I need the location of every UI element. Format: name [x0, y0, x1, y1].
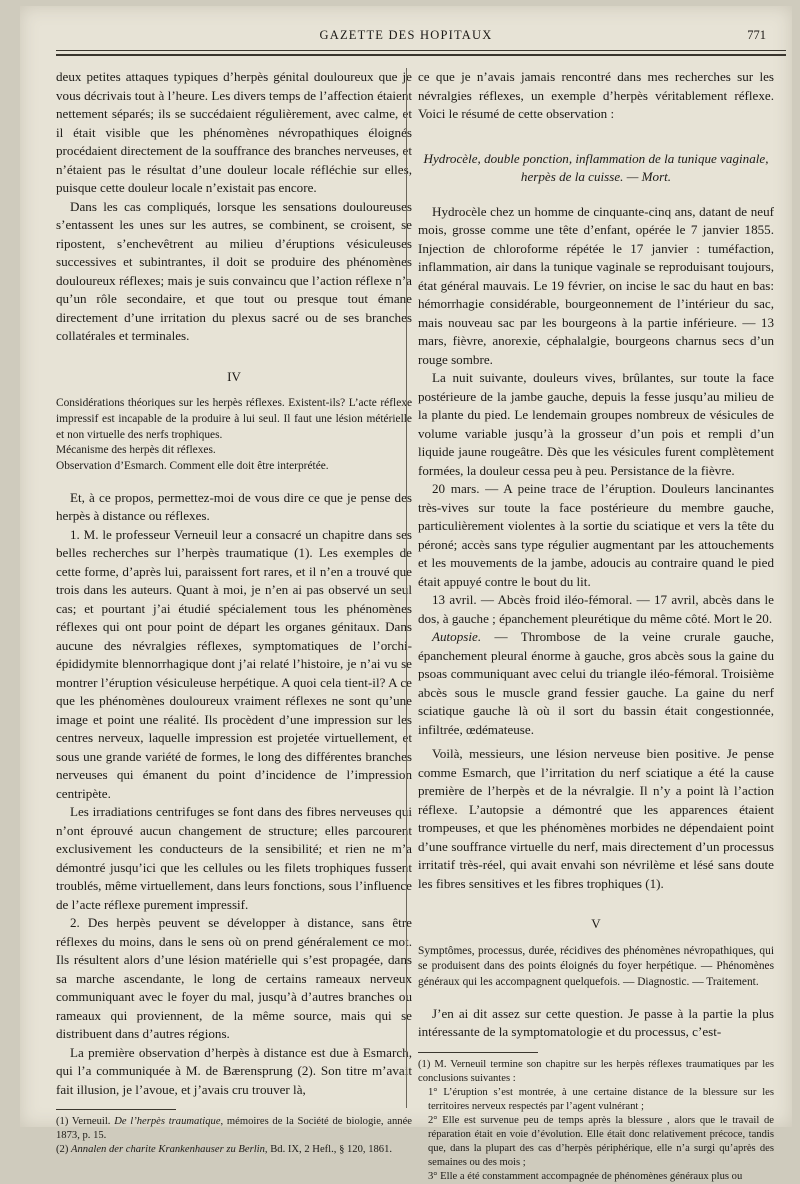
footnote: (1) M. Verneuil termine son chapitre sur les herpès réflexes traumatiques par les conclusions suivantes : [418, 1058, 774, 1084]
paragraph: La première observation d’herpès à distance est due à Esmarch, qui l’a communiquée à M. de Bærensprung (2). Son titre m’avait fait illusion, je l’avoue, et j’avais cru trouver là, [56, 1044, 412, 1097]
footnote-rule [418, 1052, 538, 1053]
journal-title: GAZETTE DES HOPITAUX [319, 28, 493, 42]
footnote: (1) Verneuil. De l’herpès traumatique, mémoires de la Société de biologie, année 1873, p. 15. [56, 1116, 413, 1142]
section-summary [56, 396, 412, 475]
paragraph: 20 mars. — A peine trace de l’éruption. Douleurs lancinantes très-vives sur toute la face postérieure du membre gauche, particulièrement violentes à la sortie du sciatique et vers la tête du péroné; accès sans type régulier augmentant par les attouchements et les mouvements de la jambe, adoucis au contraire quand le pied était appuyé contre le bout du lit. [418, 481, 774, 589]
paragraph: Dans les cas compliqués, lorsque les sensations douloureuses s’entassent les unes sur les autres, se combinent, se croisent, se ripostent, s’enchevêtrent au milieu d’éruptions vésiculeuses successives et subintrantes, il doit se produire des phénomènes douloureux réflexes; mais je suis convaincu que l’action réflexe n’a qu’un rôle secondaire, et que tout ou presque tout émane directement d’une irritation du plexus sacré ou de ses branches collatérales et terminales. [56, 198, 412, 343]
page-number: 771 [747, 28, 766, 42]
paragraph: Hydrocèle chez un homme de cinquante-cinq ans, datant de neuf mois, grosse comme une tête d’enfant, opérée le 7 janvier 1855. Injection de chloroforme répétée le 17 janvier : tuméfaction, inflammation, air dans la tunique vaginale se reproduisant toujours, état général mauvais. Le 19 février, on incise le sac du haut en bas: hémorrhagie considérable, bourgeonnement de l’intérieur du sac, mais nouveau sac par les bourgeons à la partie inférieure. — 13 mars, fièvre, anorexie, céphalalgie, bourgeons charnus secs d’un rouge sombre. [418, 203, 774, 367]
section-heading-v: V [591, 916, 601, 931]
observation-title: Hydrocèle, double ponction, inflammation de la tunique vaginale, herpès de la cuisse. — Mort. [423, 150, 769, 184]
section-heading-iv: IV [227, 368, 241, 384]
summary-line: Symptômes, processus, durée, récidives des phénomènes névropathiques, qui se produisent dans des points éloignés du foyer herpétique. — Phénomènes généraux qui les accompagnent quelquefois. — Diagnostic. — Traitement. [418, 944, 774, 989]
paragraph: Et, à ce propos, permettez-moi de vous dire ce que je pense des herpès à distance ou réflexes. [56, 489, 412, 524]
footnotes [56, 1115, 412, 1157]
paragraph: ce que je n’avais jamais rencontré dans mes recherches sur les névralgies réflexes, un exemple d’herpès véritablement réflexe. Voici le résumé de cette observation : [418, 69, 774, 121]
header-rule-thin [56, 50, 786, 51]
paragraph: 1. M. le professeur Verneuil leur a consacré un chapitre dans ses belles recherches sur l’herpès traumatique (1). Les exemples de cette forme, d’après lui, paraissent fort rares, et il n’en a trouvé que trois dans les auteurs. Quant à moi, je n’en ai pas observé un seul cas; et pourtant j’ai étudié spécialement tous les phénomènes réflexes qui ont pour point de départ les organes génitaux. Dans aucune des névralgies réflexes, symptomatiques de l’orchi-épididymite blennorrhagique dont j’ai relaté l’histoire, je n’ai vu se montrer l’éruption vésiculeuse herpétique. A quoi cela tient-il? A ce que les phénomènes douloureux vraiment réflexes ne sont qu’une image et point une réalité. Ils procèdent d’une impression sur les centres nerveux, laquelle impression est projetée virtuellement, et sous une grande variété de formes, le long des différentes branches nerveuses qui émanent du point d’incidence de l’impression centripète. [56, 526, 412, 801]
left-column [56, 68, 412, 1157]
footnotes [418, 1058, 774, 1184]
paragraph: Autopsie. — Thrombose de la veine crurale gauche, épanchement pleural énorme à gauche, gros abcès sous la gaine du psoas communiquant avec celui du triangle iléo-fémoral. Troisième abcès sous le muscle grand fessier gauche. La gaine du nerf sciatique gauche là où il sort du bassin était congestionnée, infiltrée, œdémateuse. [418, 629, 774, 737]
paragraph: Voilà, messieurs, une lésion nerveuse bien positive. Je pense comme Esmarch, que l’irritation du nerf sciatique a été la cause première de l’herpès et de la névralgie. Il n’y a point là l’action réflexe. L’autopsie a démontré que les apparences étaient trompeuses, et que les phénomènes morbides ne dépendaient point d’une souffrance virtuelle du nerf, mais directement d’un processus irritatif très-réel, qui avait envahi son névrilème et lésé sans doute les fibres sensitives et les fibres trophiques (1). [418, 746, 774, 891]
footnote: (2) Annalen der charite Krankenhauser zu Berlin, Bd. IX, 2 Hefl., § 120, 1861. [56, 1144, 393, 1156]
footnote-item: 2° Elle est survenue peu de temps après la blessure , alors que le travail de réparation était en voie d’évolution. Elle était donc relativement précoce, tandis que, dans la plupart des cas d’herpès périphérique, elle n’a surgi qu’après des semaines ou des mois ; [428, 1114, 774, 1168]
paragraph: 13 avril. — Abcès froid iléo-fémoral. — 17 avril, abcès dans le dos, à gauche ; épanchement pleurétique du même côté. Mort le 20. [418, 592, 774, 626]
footnote-item: 1° L’éruption s’est montrée, à une certaine distance de la blessure sur les territoires nerveux respectés par l’agent vulnérant ; [428, 1086, 774, 1112]
summary-line: Observation d’Esmarch. Comment elle doit être interprétée. [56, 460, 329, 473]
right-column [418, 68, 774, 1184]
header-rule-thick [56, 54, 786, 56]
paragraph: Les irradiations centrifuges se font dans des fibres nerveuses qui n’ont éprouvé aucun changement de structure; elles parcourent exclusivement les conducteurs de la sensibilité; et rien ne m’a démontré jusqu’ici que les cellules ou les filets trophiques fussent troublés, même virtuellement, dans leurs fonctions, sous l’influence de l’acte réflexe purement impressif. [56, 804, 412, 912]
footnote-rule [56, 1109, 176, 1110]
section-summary [418, 944, 774, 991]
summary-line: Considérations théoriques sur les herpès réflexes. Existent-ils? L’acte réflexe impressif est incapable de la produire à lui seul. Il faut une lésion métérielle et non virtuelle des nerfs trophiques. [56, 397, 412, 441]
page-header [20, 28, 792, 48]
paragraph: La nuit suivante, douleurs vives, brûlantes, sur toute la face postérieure de la jambe gauche, depuis la fesse jusqu’au milieu de la plante du pied. Le lendemain groupes nombreux de vésicules de volume variable jusqu’à la grosseur d’un pois et rempli d’un liquide jaune rougeâtre. Dès que les vésicules furent complètement formées, la douleur cessa peu à peu. Persistance de la fièvre. [418, 370, 774, 478]
footnote-item: 3° Elle a été constamment accompagnée de phénomènes généraux plus ou [428, 1170, 743, 1182]
newspaper-page [20, 6, 792, 1182]
column-divider [406, 68, 407, 1108]
summary-line: Mécanisme des herpès dit réflexes. [56, 444, 216, 457]
paragraph: deux petites attaques typiques d’herpès génital douloureux que je vous décrivais tout à l’heure. Les divers temps de l’affection étaient nettement séparés; ils se succédaient régulièrement, avec calme, et il était visible que les phénomènes névropathiques éloignés procédaient directement de la souffrance des branches nerveuses, et n’étaient pas le résultat d’une douleur locale réfléchie sur elles, puisque cette douleur locale n’existait pas encore. [56, 69, 412, 195]
paragraph: 2. Des herpès peuvent se développer à distance, sans être réflexes du moins, dans le sens où on prend généralement ce mot. Ils résultent alors d’une lésion matérielle qui s’est propagée, dans sa marche ascendante, le long de certains rameaux nerveux communiquant avec le foyer du mal, jusqu’à d’autres branches ou rameaux qui proviennent, de la même source, mais qui se distribuent dans d’autres régions. [56, 915, 412, 1042]
paragraph: J’en ai dit assez sur cette question. Je passe à la partie la plus intéressante de la symptomatologie et du processus, c’est- [418, 1005, 774, 1040]
